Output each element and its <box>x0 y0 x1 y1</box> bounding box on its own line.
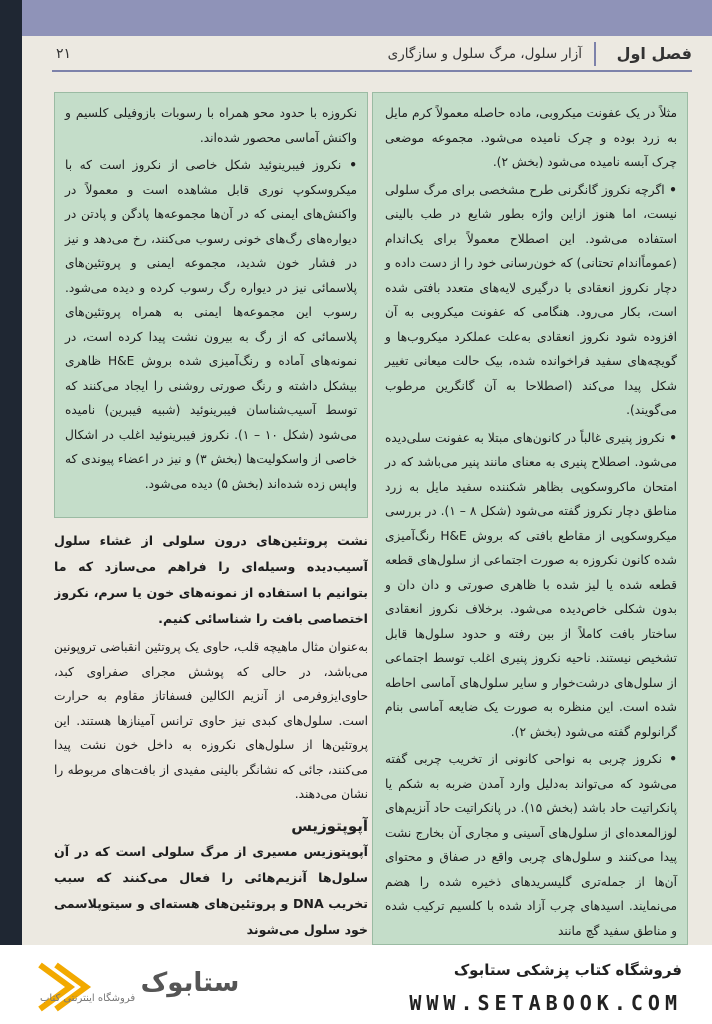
page-number: ۲۱ <box>56 46 72 62</box>
left-highlight-box <box>54 92 368 518</box>
caseous-necrosis-paragraph: • نکروز پنیری غالباً در کانون‌های مبتلا به عفونت سلی‌دیده می‌شود. اصطلاح پنیری به معنای مانند پنیر می‌باشد که در امتحان ماکروسکوپی بظاهر شکننده سفید مایل به زرد مناطق دچار نکروز گفته می‌شود (شکل ۸ – ۱). در بررسی میکروسکوپی از مقاطع بافتی که بروش H&E رنگ‌آمیزی شده کانون نکروزه به صورت اجتماعی از سلول‌های قطعه قطعه شده یا لیز شده با ظاهری صورتی و دان دان و بدون شکلی خاص‌دیده می‌شود. برخلاف نکروز انعقادی ساختار بافت کاملاً از بین رفته و حدود سلول‌ها قابل تشخیص نیستند. ناحیه نکروز پنیری اغلب توسط اجتماعی از سلول‌های درشت‌خوار و سایر سلول‌های آماسی احاطه شده است. این منظره به صورت یک ضایعه آماسی بنام گرانولوم گفته می‌شود (بخش ۲). <box>385 426 677 745</box>
body-paragraph: به‌عنوان مثال ماهیچه قلب، حاوی یک پروتئین انقباضی تروپونین می‌باشد، در حالی که پوشش مجرای صفراوی کبد، حاوی‌ایزوفرمی از آنزیم الکالین فسفاتاز مقاوم به حرارت است. سلول‌های کبدی نیز حاوی ترانس آمینازها هستند. این پروتئین‌ها از سلول‌های نکروزه به داخل خون نشت پیدا می‌کنند، جائی که نشانگر بالینی مفیدی از بافت‌های مربوطه را نشان می‌دهند. <box>54 640 368 801</box>
store-name: فروشگاه کتاب پزشکی ستابوک <box>453 961 682 979</box>
footer-banner <box>0 945 712 1024</box>
right-box-paragraph-1: مثلاً در یک عفونت میکروبی، ماده حاصله معمولاً کرم مایل به زرد بوده و چرک نامیده می‌شود. مجموعه موضعی چرک آبسه نامیده می‌شود (بخش ۲). <box>385 106 677 169</box>
lead-paragraph: نشت پروتئین‌های درون سلولی از غشاء سلول آسیب‌دیده وسیله‌ای را فراهم می‌سازد که ما بتوانیم با استفاده از نمونه‌های خون یا سرم، نکروز اختصاصی بافت را شناسائی کنیم. <box>54 533 368 626</box>
right-highlight-box <box>372 92 688 945</box>
store-url[interactable]: WWW.SETABOOK.COM <box>409 991 682 1015</box>
chapter-title: آزار سلول، مرگ سلول و سازگاری <box>387 46 582 62</box>
gangrenous-necrosis-paragraph: • اگرچه نکروز گانگرنی طرح مشخصی برای مرگ سلولی نیست، اما هنوز ازاین واژه بطور شایع در طب بالینی استفاده می‌شود. این اصطلاح معمولاً برای یک‌اندام (عموماًاندام تحتانی) که خون‌رسانی خود را از دست داده و دچار نکروز انعقادی با درگیری لایه‌های متعدد بافتی شده است، بکار می‌رود. هنگامی که عفونت میکروبی به آن افزوده شود نکروز انعقادی به‌علت عملکرد میکروب‌ها و گویچه‌های سفید فراخوانده شده، بیک حالت میعانی تغییر شکل پیدا می‌کند (اصطلاحا به آن گانگرین مرطوب می‌گویند). <box>385 178 677 423</box>
chapter-label: فصل اول <box>616 44 692 63</box>
left-text-column <box>54 528 368 945</box>
logo-text: ستابوک <box>140 968 240 998</box>
page-header <box>52 38 692 72</box>
apoptosis-lead-paragraph: آپوپتوزیس مسیری از مرگ سلولی است که در آن سلول‌ها آنزیم‌هائی را فعال می‌کنند که سبب تخریب DNA و پروتئین‌های هسته‌ای و سیتوپلاسمی خود سلول می‌شوند <box>54 843 368 937</box>
setabook-logo <box>30 957 280 1017</box>
book-page <box>22 0 712 945</box>
left-box-paragraph-1: نکروزه با حدود محو همراه با رسوبات بازوفیلی کلسیم و واکنش آماسی محصور شده‌اند. <box>65 106 357 145</box>
footer-slogan: فروشگاه اینترنتی کتاب <box>40 993 136 1004</box>
fibrinoid-necrosis-paragraph: • نکروز فیبرینوئید شکل خاصی از نکروز است که با میکروسکوپ نوری قابل مشاهده است و معمولاً در واکنش‌های ایمنی که در آن‌ها مجموعه‌ها پادگن و پادتن در دیواره‌های رگ‌های خونی رسوب می‌کنند، رخ می‌دهد و نیز در فشار خون شدید، مجموعه ایمنی و پروتئین‌های پلاسمائی نیز در دیواره رگ رسوب کرده و دیده می‌شود. رسوب این مجموعه‌ها ایمنی به همراه پروتئین‌های پلاسمائی که از رگ به بیرون نشت پیدا کرده است، در نمونه‌های آماده و رنگ‌آمیزی شده بروش H&E ظاهری بیشکل داشته و رنگ صورتی روشنی را ایجاد می‌کنند که توسط آسیب‌شناسان فیبرینوئید (شبیه فیبرین) نامیده می‌شود (شکل ۱۰ – ۱). نکروز فیبرینوئید اغلب در اشکال خاصی از واسکولیت‌ها (بخش ۳) و نیز در اعضاء پیوندی که واپس زده شده‌اند (بخش ۵) دیده می‌شود. <box>65 153 357 496</box>
fat-necrosis-paragraph: • نکروز چربی به نواحی کانونی از تخریب چربی گفته می‌شود که می‌تواند به‌دلیل وارد آمدن ضربه به شکم یا پانکراتیت حاد باشد (بخش ۱۵). در پانکراتیت حاد آنزیم‌های لوزالمعده‌ای از سلول‌های آسینی و مجاری آن بخارج نشت پیدا می‌کنند و سلول‌های چربی واقع در صفاق و محتوای آن‌ها از جمله‌تری گلیسریدهای ذخیره شده را هضم می‌نمایند. اسیدهای چرب آزاد شده با کلسیم ترکیب شده و مناطق سفید گچ مانند <box>385 747 677 943</box>
section-heading: آپوپتوزیس <box>291 816 368 835</box>
top-band <box>22 0 712 36</box>
header-divider <box>594 42 596 66</box>
